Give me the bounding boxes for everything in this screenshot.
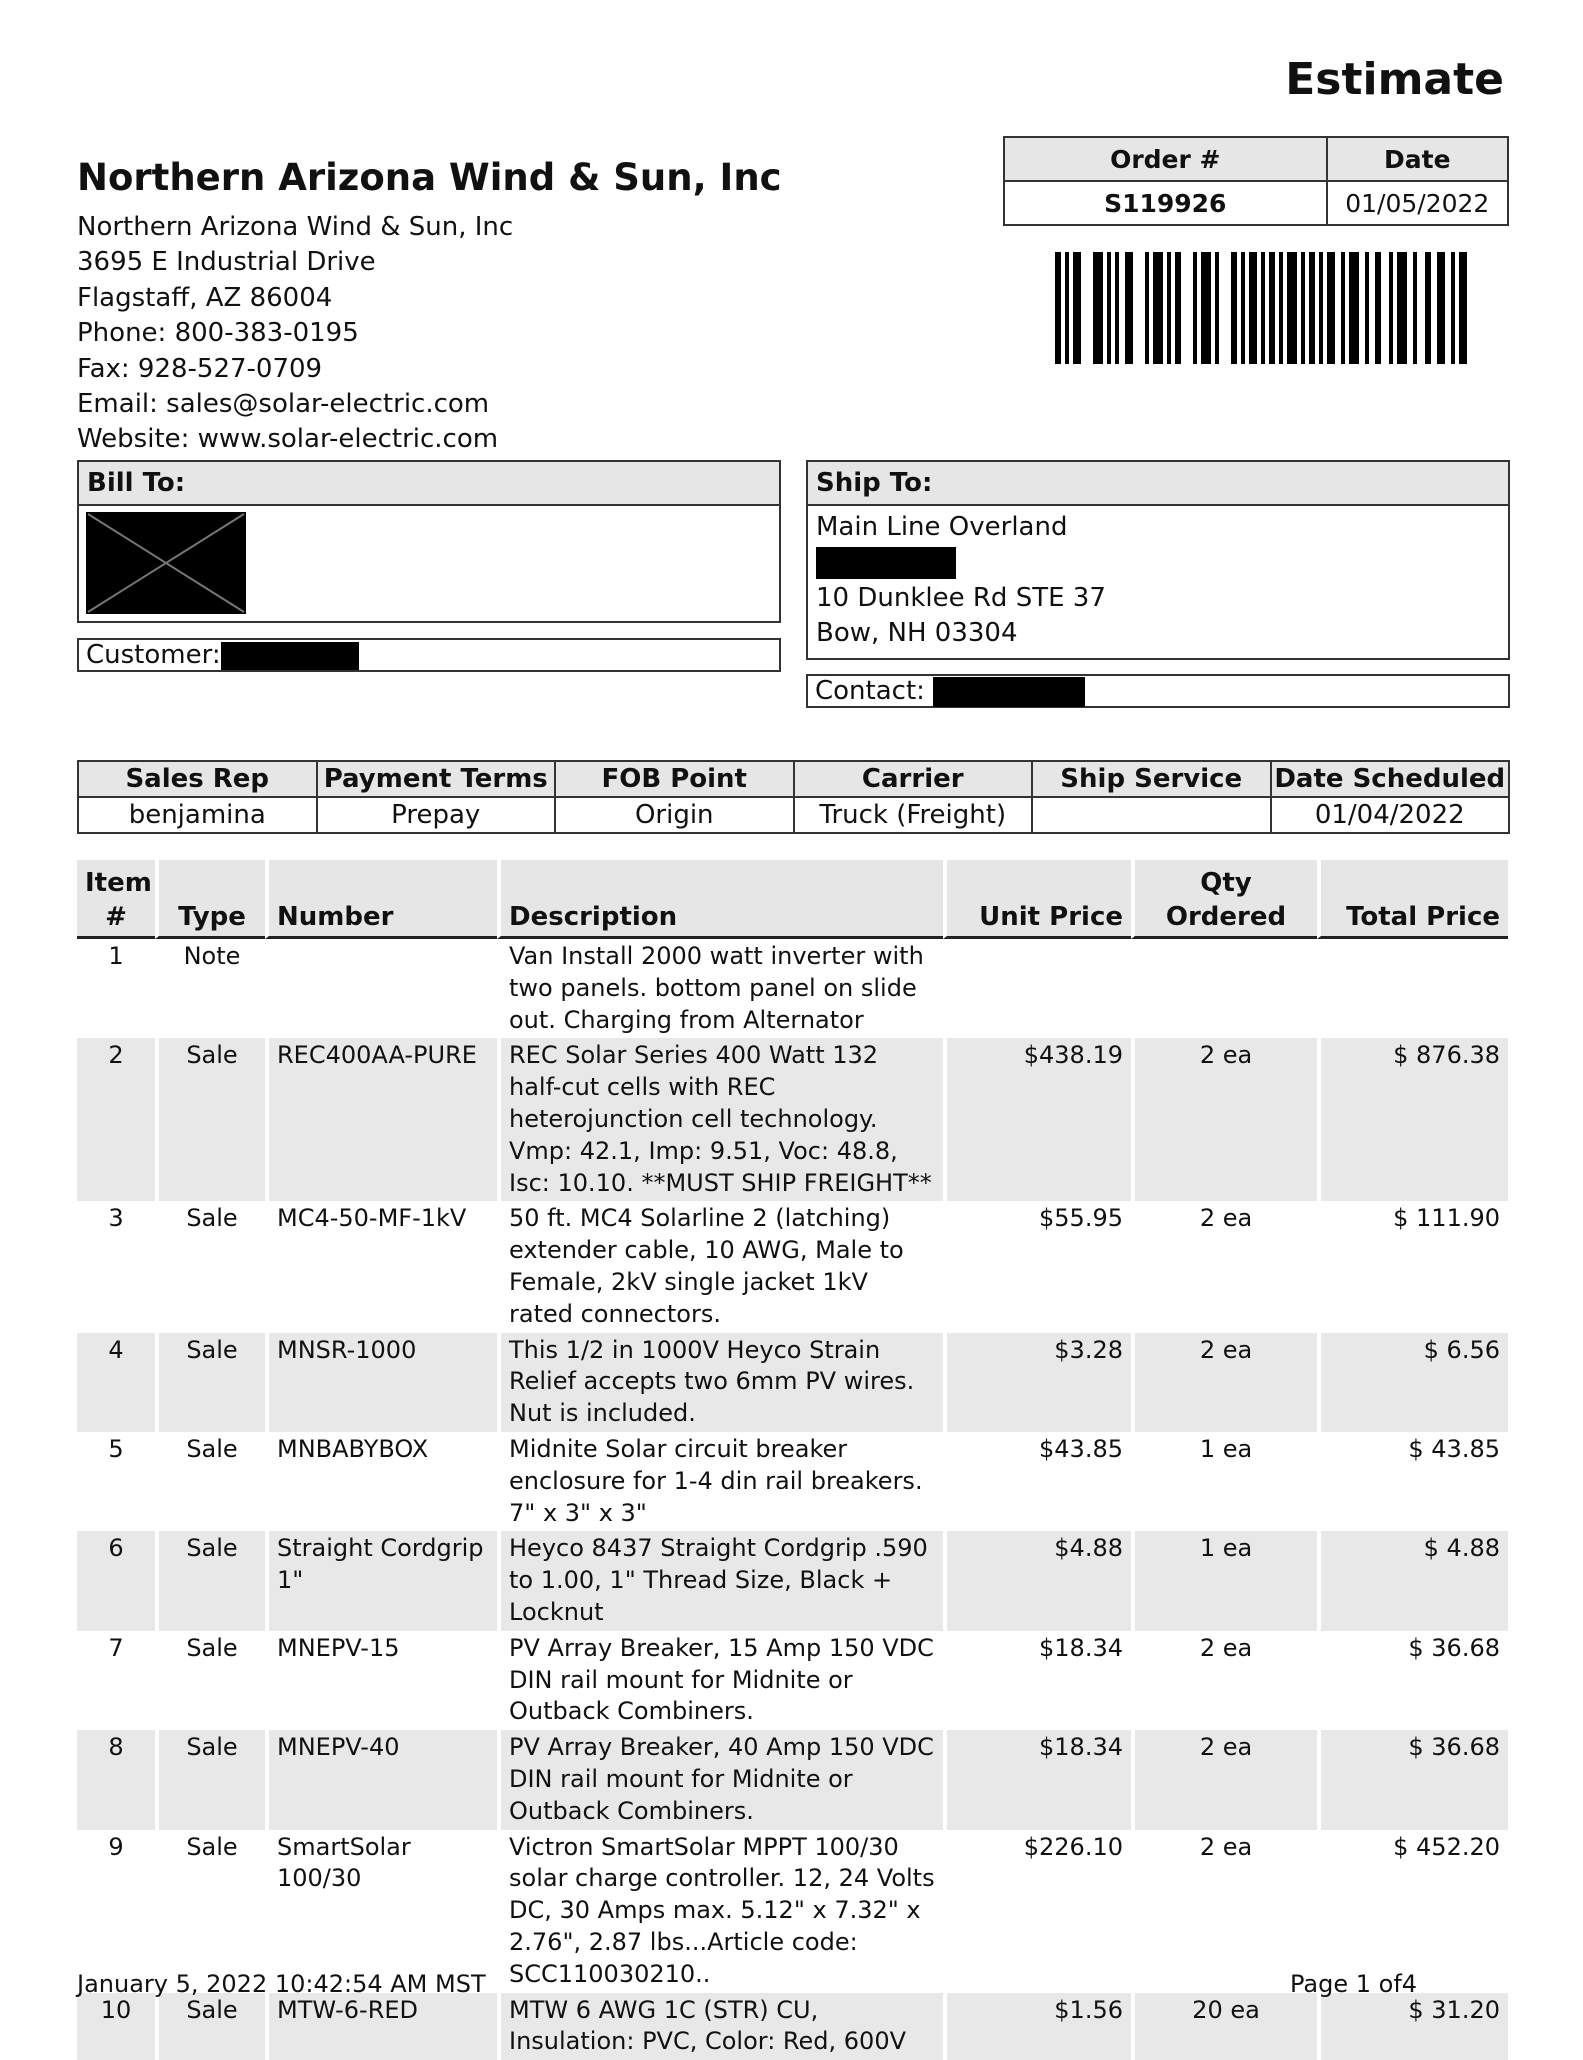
redacted-contact xyxy=(933,677,1085,707)
redacted-ship-line xyxy=(816,547,956,579)
item-total: $ 876.38 xyxy=(1317,1038,1508,1201)
item-description: 50 ft. MC4 Solarline 2 (latching) extender cable, 10 AWG, Male to Female, 2kV single jacket 1kV rated connectors. xyxy=(497,1201,943,1332)
item-qty: 2 ea xyxy=(1131,1201,1317,1332)
item-type: Sale xyxy=(155,1993,265,2060)
table-row xyxy=(77,1432,1508,1531)
item-number: 8 xyxy=(77,1730,155,1829)
table-row xyxy=(77,1038,1508,1201)
unit-price-header: Unit Price xyxy=(943,860,1131,939)
redacted-bill-to xyxy=(86,512,246,614)
company-name: Northern Arizona Wind & Sun, Inc xyxy=(77,156,782,199)
item-number: 4 xyxy=(77,1333,155,1432)
item-qty: 2 ea xyxy=(1131,1038,1317,1201)
item-part-number: MNSR-1000 xyxy=(265,1333,497,1432)
item-part-number: MNBABYBOX xyxy=(265,1432,497,1531)
number-header: Number xyxy=(265,860,497,939)
item-description: MTW 6 AWG 1C (STR) CU, Insulation: PVC, Color: Red, 600V xyxy=(497,1993,943,2060)
item-unit-price: $438.19 xyxy=(943,1038,1131,1201)
company-street: 3695 E Industrial Drive xyxy=(77,245,513,280)
item-type: Sale xyxy=(155,1830,265,1993)
sales-rep-header: Sales Rep xyxy=(78,761,317,797)
item-unit-price: $43.85 xyxy=(943,1432,1131,1531)
type-header: Type xyxy=(155,860,265,939)
item-description: REC Solar Series 400 Watt 132 half-cut cells with REC heterojunction cell technology. Vmp: 42.1, Imp: 9.51, Voc: 48.8, Isc: 10.10. **MUST SHIP FREIGHT** xyxy=(497,1038,943,1201)
item-part-number: REC400AA-PURE xyxy=(265,1038,497,1201)
item-qty: 20 ea xyxy=(1131,1993,1317,2060)
order-number: S119926 xyxy=(1004,181,1327,225)
item-qty: 2 ea xyxy=(1131,1830,1317,1993)
item-total: $ 4.88 xyxy=(1317,1531,1508,1630)
table-row xyxy=(77,1531,1508,1630)
ship-to-box xyxy=(806,460,1510,660)
company-email: Email: sales@solar-electric.com xyxy=(77,387,513,422)
item-total: $ 452.20 xyxy=(1317,1830,1508,1993)
contact-box xyxy=(806,674,1510,708)
carrier-header: Carrier xyxy=(794,761,1033,797)
ship-to-city: Bow, NH 03304 xyxy=(816,616,1500,651)
company-fax: Fax: 928-527-0709 xyxy=(77,352,513,387)
item-unit-price: $18.34 xyxy=(943,1730,1131,1829)
item-number: 10 xyxy=(77,1993,155,2060)
qty-ordered-header: Qty Ordered xyxy=(1131,860,1317,939)
item-unit-price xyxy=(943,939,1131,1038)
document-title: Estimate xyxy=(1285,54,1504,105)
item-total xyxy=(1317,939,1508,1038)
item-unit-price: $1.56 xyxy=(943,1993,1131,2060)
item-type: Sale xyxy=(155,1201,265,1332)
total-price-header: Total Price xyxy=(1317,860,1508,939)
customer-box xyxy=(77,638,781,672)
item-number: 7 xyxy=(77,1631,155,1730)
item-type: Sale xyxy=(155,1631,265,1730)
customer-label: Customer: xyxy=(86,640,221,670)
line-items-table xyxy=(77,860,1508,2060)
item-number-header: Item # xyxy=(77,860,155,939)
item-description: Van Install 2000 watt inverter with two panels. bottom panel on slide out. Charging from Alternator xyxy=(497,939,943,1038)
item-part-number: SmartSolar 100/30 xyxy=(265,1830,497,1993)
item-part-number: Straight Cordgrip 1" xyxy=(265,1531,497,1630)
payment-terms-header: Payment Terms xyxy=(317,761,556,797)
item-type: Sale xyxy=(155,1038,265,1201)
item-total: $ 6.56 xyxy=(1317,1333,1508,1432)
item-type: Sale xyxy=(155,1432,265,1531)
item-unit-price: $4.88 xyxy=(943,1531,1131,1630)
item-total: $ 111.90 xyxy=(1317,1201,1508,1332)
ship-to-label: Ship To: xyxy=(808,462,1508,506)
date-scheduled-header: Date Scheduled xyxy=(1271,761,1510,797)
item-qty: 1 ea xyxy=(1131,1531,1317,1630)
item-part-number: MNEPV-40 xyxy=(265,1730,497,1829)
ship-to-street: 10 Dunklee Rd STE 37 xyxy=(816,581,1500,616)
item-part-number: MTW-6-RED xyxy=(265,1993,497,2060)
table-row xyxy=(77,939,1508,1038)
order-number-header: Order # xyxy=(1004,137,1327,181)
company-website: Website: www.solar-electric.com xyxy=(77,422,513,457)
item-type: Note xyxy=(155,939,265,1038)
order-date: 01/05/2022 xyxy=(1327,181,1508,225)
item-type: Sale xyxy=(155,1531,265,1630)
item-unit-price: $18.34 xyxy=(943,1631,1131,1730)
ship-to-name: Main Line Overland xyxy=(816,510,1500,545)
barcode xyxy=(1055,252,1467,364)
company-phone: Phone: 800-383-0195 xyxy=(77,316,513,351)
item-number: 1 xyxy=(77,939,155,1038)
item-description: Midnite Solar circuit breaker enclosure for 1-4 din rail breakers. 7" x 3" x 3" xyxy=(497,1432,943,1531)
item-description: Victron SmartSolar MPPT 100/30 solar charge controller. 12, 24 Volts DC, 30 Amps max. 5.12" x 7.32" x 2.76", 2.87 lbs...Article code: SCC110030210.. xyxy=(497,1830,943,1993)
item-number: 5 xyxy=(77,1432,155,1531)
order-info-table xyxy=(1003,136,1509,226)
item-number: 9 xyxy=(77,1830,155,1993)
item-total: $ 43.85 xyxy=(1317,1432,1508,1531)
redacted-customer xyxy=(221,642,359,670)
item-qty: 1 ea xyxy=(1131,1432,1317,1531)
item-description: Heyco 8437 Straight Cordgrip .590 to 1.00, 1" Thread Size, Black + Locknut xyxy=(497,1531,943,1630)
item-total: $ 36.68 xyxy=(1317,1631,1508,1730)
shipping-info-table xyxy=(77,760,1510,834)
bill-to-box xyxy=(77,460,781,623)
table-row xyxy=(77,1993,1508,2060)
table-row xyxy=(77,1631,1508,1730)
item-qty: 2 ea xyxy=(1131,1631,1317,1730)
carrier: Truck (Freight) xyxy=(794,797,1033,833)
item-qty xyxy=(1131,939,1317,1038)
table-row xyxy=(77,1730,1508,1829)
sales-rep: benjamina xyxy=(78,797,317,833)
company-city: Flagstaff, AZ 86004 xyxy=(77,281,513,316)
table-row xyxy=(77,1830,1508,1993)
item-number: 2 xyxy=(77,1038,155,1201)
bill-to-label: Bill To: xyxy=(79,462,779,506)
item-total: $ 36.68 xyxy=(1317,1730,1508,1829)
item-unit-price: $55.95 xyxy=(943,1201,1131,1332)
item-unit-price: $226.10 xyxy=(943,1830,1131,1993)
item-part-number xyxy=(265,939,497,1038)
item-number: 3 xyxy=(77,1201,155,1332)
item-type: Sale xyxy=(155,1333,265,1432)
date-header: Date xyxy=(1327,137,1508,181)
item-number: 6 xyxy=(77,1531,155,1630)
company-line: Northern Arizona Wind & Sun, Inc xyxy=(77,210,513,245)
item-part-number: MNEPV-15 xyxy=(265,1631,497,1730)
item-qty: 2 ea xyxy=(1131,1730,1317,1829)
item-description: PV Array Breaker, 15 Amp 150 VDC DIN rail mount for Midnite or Outback Combiners. xyxy=(497,1631,943,1730)
payment-terms: Prepay xyxy=(317,797,556,833)
description-header: Description xyxy=(497,860,943,939)
item-unit-price: $3.28 xyxy=(943,1333,1131,1432)
ship-service xyxy=(1032,797,1271,833)
print-timestamp: January 5, 2022 10:42:54 AM MST xyxy=(77,1970,486,1998)
item-qty: 2 ea xyxy=(1131,1333,1317,1432)
item-type: Sale xyxy=(155,1730,265,1829)
ship-service-header: Ship Service xyxy=(1032,761,1271,797)
item-description: PV Array Breaker, 40 Amp 150 VDC DIN rail mount for Midnite or Outback Combiners. xyxy=(497,1730,943,1829)
item-part-number: MC4-50-MF-1kV xyxy=(265,1201,497,1332)
fob-point-header: FOB Point xyxy=(555,761,794,797)
item-total: $ 31.20 xyxy=(1317,1993,1508,2060)
table-row xyxy=(77,1333,1508,1432)
contact-label: Contact: xyxy=(815,676,925,706)
page-number: Page 1 of4 xyxy=(1290,1970,1417,1998)
item-description: This 1/2 in 1000V Heyco Strain Relief accepts two 6mm PV wires. Nut is included. xyxy=(497,1333,943,1432)
fob-point: Origin xyxy=(555,797,794,833)
company-address xyxy=(77,210,513,458)
date-scheduled: 01/04/2022 xyxy=(1271,797,1510,833)
table-row xyxy=(77,1201,1508,1332)
